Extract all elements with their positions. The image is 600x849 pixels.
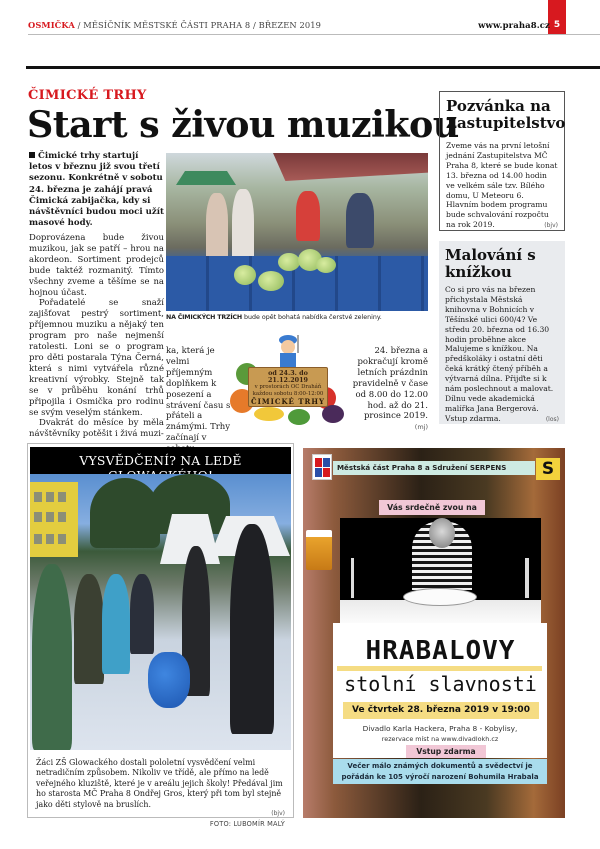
article-column-1: [29, 233, 164, 440]
hrabal-event-ad: [303, 448, 565, 818]
photo-child: [130, 574, 154, 654]
poster-vegetable: [288, 409, 310, 425]
photo-mayor: [230, 524, 274, 734]
photo-child: [74, 574, 104, 684]
feature-title: VYSVĚDČENÍ? NA LEDĚ: [30, 447, 291, 474]
plate-icon: [403, 588, 477, 606]
photo-person: [296, 191, 320, 241]
article-column-2: ka, která je velmi příjemným doplňkem k posezení a strávení času s přáteli a známými. Trhy začínají v: [166, 346, 231, 444]
ad-reservation: rezervace míst na www.divadlokh.cz: [381, 735, 499, 743]
website-link[interactable]: www.praha8.cz: [478, 21, 550, 31]
box-body: Zveme vás na první letošní jednání Zastupitelstva MČ Praha 8, které se bude konat 13. března od 14.00 hodin ve velkém sále tzv. Bílého domu, U Meteoru 6. Hlavním bodem programu bude schvalování rozpočtu na rok 2019.: [446, 141, 558, 230]
photo-cabbage: [316, 257, 336, 273]
box-title: Malování s knížkou: [445, 246, 536, 281]
caption-text: Žáci ZŠ Glowackého dostali pololetní vysvědčení velmi netradičním způsobem. Nikoliv ve třídě, ale přímo na ledě veřejného kluziště, které je v areálu jejich školy! Předával jim ho starosta MČ Praha 8 Ondřej Gros, který při tom byl stejně jako děti stylově na bruslích.: [36, 758, 283, 809]
photo-cabbage: [278, 253, 300, 271]
feature-caption: [28, 750, 293, 830]
caption-text: bude opět bohatá nabídka čerstvé zeleniny.: [241, 314, 382, 321]
poster-vegetable: [322, 405, 344, 423]
photo-credit: FOTO: LUBOMÍR MALÝ: [209, 820, 285, 829]
article-headline: Start s živou muzikou: [27, 103, 459, 146]
market-poster: [230, 333, 344, 428]
portrait-head: [429, 518, 455, 548]
article-kicker: ČIMICKÉ TRHY: [28, 88, 147, 103]
caption-bold: NA ČIMICKÝCH TRZÍCH: [166, 314, 242, 321]
poster-dates: od 24.3. do 21.12.2019: [267, 369, 309, 384]
author-signature: (mj): [414, 423, 428, 432]
issue-info: / MĚSÍČNÍK MĚSTSKÉ ČÁSTI PRAHA 8 / BŘEZEN 2019: [74, 20, 321, 30]
article-paragraph: Pořadatelé se snaží zajišťovat pestrý sortiment, příjemnou muziku a nějaký ten program pro naše nejmenší ratolesti. Loni se o program pro děti postarala Týna Černá, která s nimi vytvářela různé kreativní výrobky. Stejně tak se v průběhu konání trhů připojila i Osmička pro rodinu se svým veselým stánkem.: [29, 298, 164, 418]
ad-date: Ve čtvrtek 28. března 2019 v 19:00: [343, 702, 539, 719]
photo-child: [32, 564, 72, 750]
ad-subtitle: stolní slavnosti: [344, 672, 537, 696]
photo-person: [346, 193, 374, 248]
market-photo-caption: [166, 314, 428, 321]
photo-school-building: [30, 482, 78, 557]
poster-hours: každou sobotu 8:00-12:00: [252, 391, 324, 397]
photo-skating-aid: [148, 652, 190, 708]
photo-cabbage: [234, 265, 256, 285]
ad-invite: Vás srdečně zvou na: [379, 500, 485, 515]
painting-with-book-box: [439, 241, 565, 424]
fork-icon: [525, 558, 529, 598]
farmer-mascot-icon: [274, 333, 302, 367]
author-signature: (los): [545, 415, 559, 423]
ad-organizers: Městská část Praha 8 a Sdružení SERPENS: [333, 461, 535, 475]
box-text: [446, 141, 558, 230]
ad-footer: Večer málo známých dokumentů a svědectví je pořádán ke 105 výročí narození Bohumila Hrabala: [333, 759, 547, 784]
magazine-brand: OSMIČKA: [28, 20, 75, 30]
photo-tent: [176, 171, 236, 185]
author-signature: (bjv): [271, 810, 285, 818]
ad-title: HRABALOVY: [365, 636, 516, 666]
article-paragraph: Dvakrát do měsíce by měla návštěvníky potěšit i živá muzi-: [29, 418, 164, 440]
article-paragraph: Doprovázena bude živou muzikou, jak se patří – hrou na akordeon. Sortiment prodejců bude taktéž rozmanitý. Tímto všechny zveme a těšíme se na hojnou účast.: [29, 233, 164, 298]
bullet-square-icon: [29, 152, 35, 158]
header-divider: [28, 34, 600, 35]
market-photo: [166, 153, 428, 311]
box-body: Co si pro vás na březen přichystala Městská knihovna v Bohnicích v Těšínské ulici 600/4? Ve středu 20. března od 16.30 hodin proběhne akce Malujeme s knížkou. Na předškoláky i ostatní děti čeká krátký čtený příběh a výtvarná dílna. Přijďte si k nám poslechnout a malovat. Dílnu vede akademická malířka Jana Bergerová. Vstup zdarma.: [445, 285, 554, 423]
photo-cabbage: [258, 271, 284, 291]
page-number: 5: [548, 0, 566, 34]
section-divider: [26, 66, 600, 69]
ice-rink-photo: [30, 474, 291, 750]
photo-awning: [273, 153, 428, 181]
ice-rink-feature: [27, 443, 294, 829]
poster-vegetable: [254, 407, 284, 421]
author-signature: (bjv): [544, 222, 558, 230]
column-text: 24. března a pokračují kromě letních prázdnin pravidelně v čase od 8.00 do 12.00 hod. až do 21. prosince 2019.: [352, 346, 428, 422]
photo-child: [102, 574, 130, 674]
poster-title: ČIMICKÉ TRHY: [251, 397, 325, 406]
photo-person: [206, 193, 228, 263]
praha8-crest-icon: [312, 454, 332, 480]
lead-text: Čimické trhy startují letos v březnu již svou třetí sezonu. Konkrétně v sobotu 24. března je zahájí pravá Čimická zabijačka, kdy si návštěvníci budou moci užít masové hody.: [29, 151, 164, 229]
box-title: Pozvánka na Zastupitelstvo: [446, 97, 566, 132]
article-lead: [29, 151, 164, 229]
poster-board: [248, 367, 328, 407]
serpens-logo-icon: S: [536, 458, 560, 480]
ad-highlight: [337, 666, 542, 671]
article-column-3: [345, 346, 428, 433]
box-text: [445, 285, 559, 424]
council-invitation-box: [439, 91, 565, 231]
poster-location: v prostorách OC Draháň: [254, 384, 322, 390]
knife-icon: [351, 558, 354, 598]
ad-venue: Divadlo Karla Hackera, Praha 8 - Kobylisy,: [362, 724, 518, 733]
ad-entry: Vstup zdarma: [406, 745, 486, 758]
beer-glass-icon: [306, 530, 332, 570]
